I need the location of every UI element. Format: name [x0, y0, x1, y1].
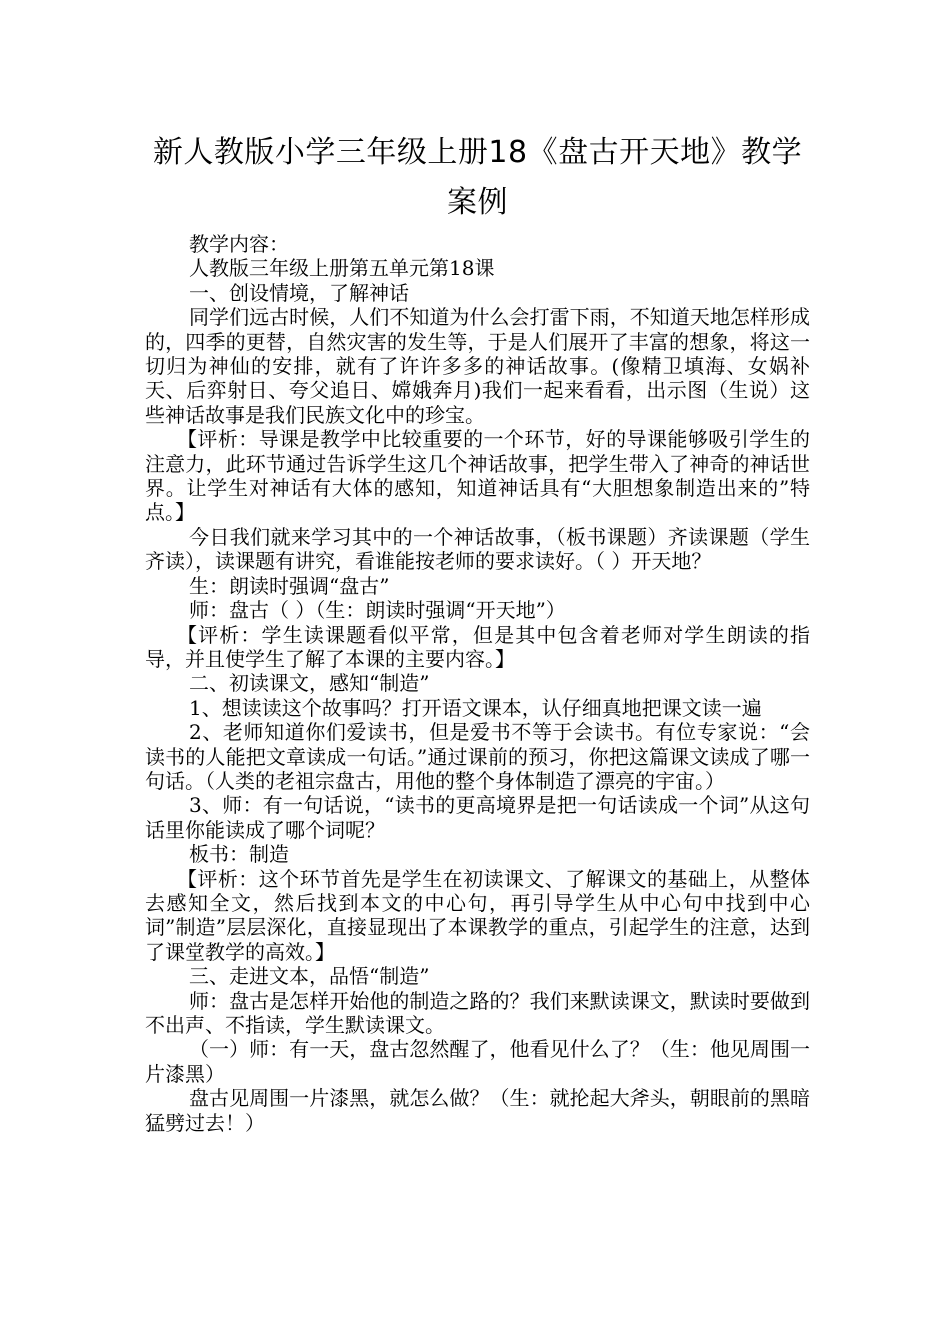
paragraph: 今日我们就来学习其中的一个神话故事，（板书课题）齐读课题（学生齐读），读课题有讲究，看谁能按老师的要求读好。（ ）开天地？	[145, 524, 810, 574]
section-heading: 二、初读课文，感知“制造”	[189, 671, 430, 696]
document-body	[145, 232, 810, 1135]
section-heading: 三、走进文本，品悟“制造”	[189, 964, 430, 989]
paragraph: 盘古见周围一片漆黑，就怎么做？（生：就抡起大斧头，朝眼前的黑暗猛劈过去！）	[145, 1086, 810, 1135]
comment-paragraph: 【评析：导课是教学中比较重要的一个环节，好的导课能够吸引学生的注意力，此环节通过告诉学生这几个神话故事，把学生带入了神奇的神话世界。让学生对神话有大体的感知，知道神话具有“大胆想象制造出来的”特点。】	[145, 427, 810, 525]
section-heading: 一、创设情境，了解神话	[189, 280, 409, 305]
paragraph: （一）师：有一天，盘古忽然醒了，他看见什么了？（生：他见周围一片漆黑）	[145, 1037, 810, 1086]
paragraph: 生：朗读时强调“盘古”	[189, 573, 390, 598]
document-title: 新人教版小学三年级上册18《盘古开天地》教学案例	[152, 135, 803, 220]
paragraph: 教学内容：	[189, 232, 289, 256]
paragraph: 1、想读读这个故事吗？打开语文课本，认仔细真地把课文读一遍	[189, 695, 762, 720]
comment-paragraph: 【评析：学生读课题看似平常，但是其中包含着老师对学生朗读的指导，并且使学生了解了本课的主要内容。】	[145, 622, 810, 671]
paragraph: 师：盘古是怎样开始他的制造之路的？我们来默读课文，默读时要做到不出声、不指读，学生默读课文。	[145, 988, 810, 1037]
paragraph: 同学们远古时候，人们不知道为什么会打雷下雨，不知道天地怎样形成的，四季的更替，自然灾害的发生等，于是人们展开了丰富的想象，将这一切归为神仙的安排，就有了许许多多的神话故事。(像精卫填海、女娲补天、后弈射日、夸父追日、嫦娥奔月)我们一起来看看，出示图（生说）这些神话故事是我们民族文化中的珍宝。	[145, 305, 810, 427]
document-page	[145, 128, 810, 1135]
paragraph: 板书：制造	[189, 842, 289, 867]
paragraph: 人教版三年级上册第五单元第18课	[189, 256, 495, 281]
comment-paragraph: 【评析：这个环节首先是学生在初读课文、了解课文的基础上，从整体去感知全文，然后找到本文的中心句，再引导学生从中心句中找到中心词”制造”层层深化，直接显现出了本课教学的重点，引起学生的注意，达到了课堂教学的高效。】	[145, 866, 810, 964]
paragraph: 2、老师知道你们爱读书，但是爱书不等于会读书。有位专家说：“会读书的人能把文章读成一句话。”通过课前的预习，你把这篇课文读成了哪一句话。（人类的老祖宗盘古，用他的整个身体制造了漂亮的宇宙。）	[145, 720, 810, 793]
paragraph: 3、师：有一句话说，“读书的更高境界是把一句话读成一个词”从这句话里你能读成了哪个词呢？	[145, 793, 810, 842]
paragraph: 师：盘古（ ）（生：朗读时强调“开天地”）	[189, 598, 566, 623]
